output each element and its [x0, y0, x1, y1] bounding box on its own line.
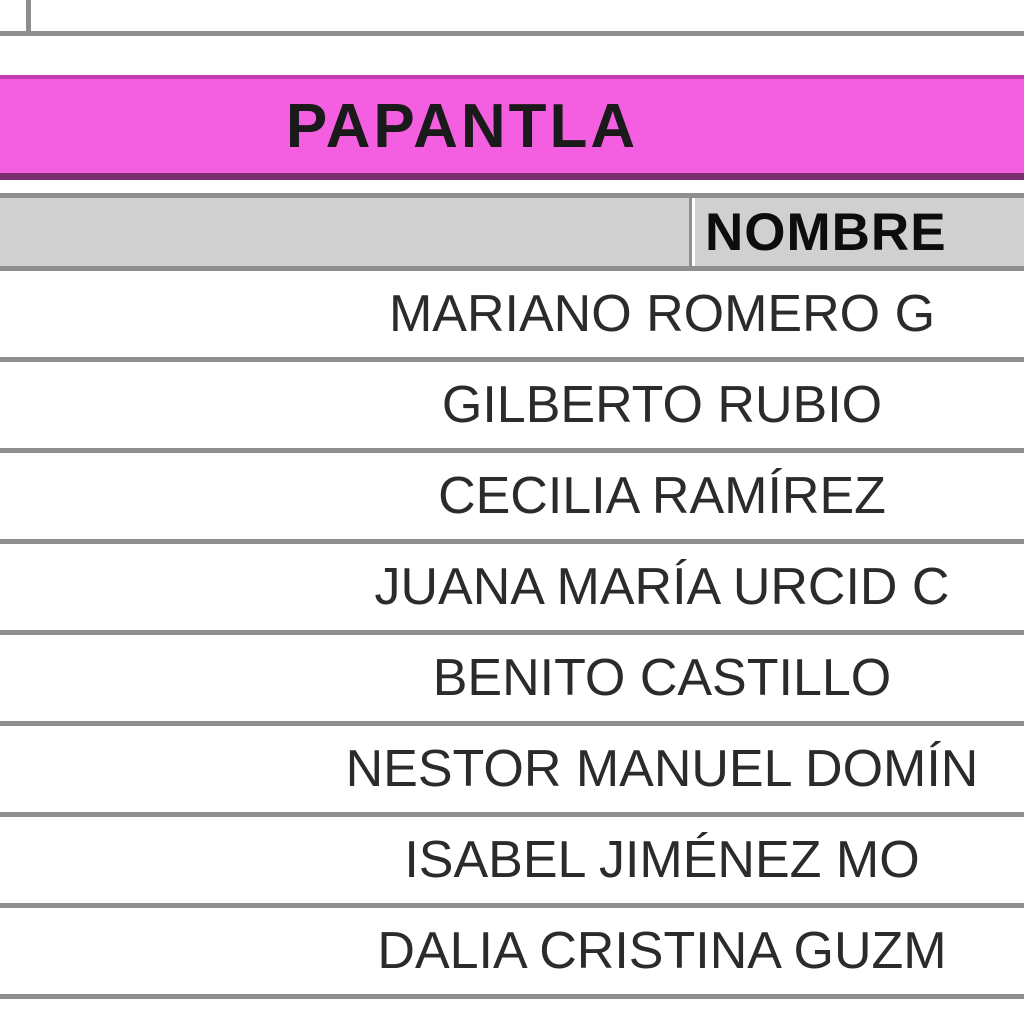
- table-cell-text: CECILIA RAMÍREZ: [438, 467, 886, 525]
- table-cell-nombre: [0, 726, 1024, 812]
- table-row: [0, 271, 1024, 362]
- page-title: PAPANTLA: [285, 91, 639, 161]
- table-cell-nombre: [0, 908, 1024, 994]
- table-cell-nombre: [0, 635, 1024, 721]
- table-cell-text: BENITO CASTILLO: [432, 649, 892, 707]
- spacer-row: [0, 41, 1024, 75]
- table-cell-text: MARIANO ROMERO G: [388, 285, 936, 343]
- table-row: [0, 544, 1024, 635]
- table-row: [0, 726, 1024, 817]
- title-banner: [0, 75, 1024, 180]
- table-row: [0, 817, 1024, 908]
- table-header-cell-blank: [0, 198, 692, 266]
- table-cell-nombre: [0, 271, 1024, 357]
- table-cell-text: DALIA CRISTINA GUZM: [377, 922, 947, 980]
- table-cell-text: JUANA MARÍA URCID C: [374, 558, 950, 616]
- table-header-row: [0, 193, 1024, 271]
- table-row: [0, 908, 1024, 999]
- top-partial-row: [0, 0, 1024, 36]
- table-cell-nombre: [0, 817, 1024, 903]
- table-row: [0, 635, 1024, 726]
- table-cell-nombre: [0, 362, 1024, 448]
- table-cell-nombre: [0, 453, 1024, 539]
- table-row: [0, 362, 1024, 453]
- column-divider: [26, 0, 31, 31]
- table-cell-text: ISABEL JIMÉNEZ MO: [404, 831, 920, 889]
- table-cell-text: NESTOR MANUEL DOMÍN: [345, 740, 979, 798]
- table-row: [0, 453, 1024, 544]
- table-cell-nombre: [0, 544, 1024, 630]
- table-cell-text: GILBERTO RUBIO: [441, 376, 883, 434]
- table-body: [0, 271, 1024, 999]
- table-header-label-nombre: NOMBRE: [705, 202, 947, 262]
- table-header-cell-nombre: [695, 198, 1024, 266]
